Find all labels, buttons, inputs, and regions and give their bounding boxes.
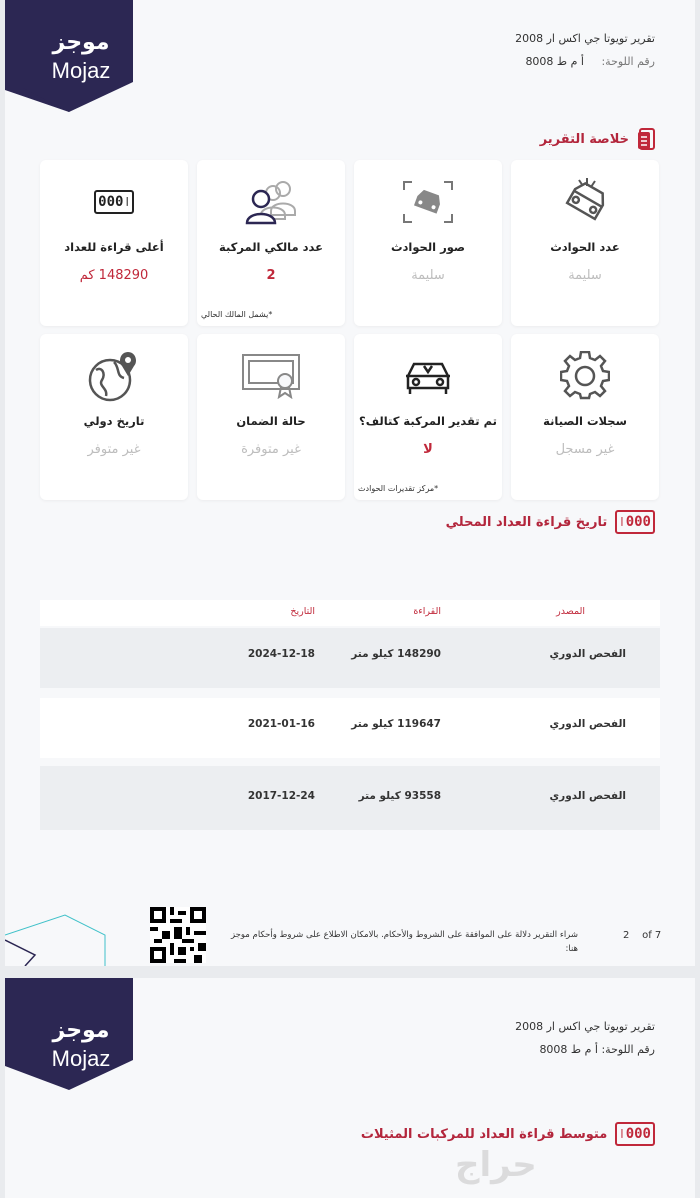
card-title: سجلات الصيانة (543, 414, 627, 428)
damaged-car-icon (400, 356, 456, 396)
card-note: *مركز تقديرات الحوادث (358, 484, 439, 493)
page-current: 2 (623, 930, 630, 941)
similar-vehicles-title-text: متوسط قراءة العداد للمركبات المثيلات (360, 1126, 608, 1142)
similar-vehicles-odometer-title (361, 1122, 655, 1146)
card-international-history (40, 334, 188, 500)
card-warranty-status (197, 334, 345, 500)
plate-label: رقم اللوحة: (601, 55, 655, 68)
cell-date: 2024-12-18 (247, 648, 315, 660)
plate-value: أ م ط 8008 (539, 1043, 598, 1056)
card-value: 148290 كم (79, 268, 149, 283)
logo-english-text: Mojaz (51, 58, 111, 83)
car-photo-frame-icon (400, 178, 456, 226)
column-header-reading: القراءة (413, 606, 441, 617)
logo-english-text: Mojaz (51, 1046, 111, 1071)
card-value: سليمة (411, 268, 445, 283)
odometer-icon: 000 | (615, 1122, 655, 1146)
logo-arabic-text: موجز (52, 1018, 110, 1043)
cell-source: الفحص الدوري (549, 648, 626, 660)
odometer-icon: 000 | (94, 190, 134, 214)
table-row (40, 766, 660, 830)
card-accident-photos (354, 160, 502, 326)
card-value: غير متوفر (87, 442, 141, 457)
card-maintenance-records (511, 334, 659, 500)
odometer-icon: 000 | (615, 510, 655, 534)
table-row (40, 698, 660, 758)
cell-source: الفحص الدوري (549, 718, 626, 730)
mojaz-logo (5, 0, 133, 112)
logo-arabic-text: موجز (52, 30, 110, 55)
card-value: لا (423, 442, 433, 457)
card-highest-odometer (40, 160, 188, 326)
card-title: تم تقدير المركبة كتالف؟ (359, 414, 497, 428)
card-title: حالة الضمان (236, 414, 306, 428)
report-title: تقرير تويوتا جي اكس ار 2008 (515, 32, 655, 45)
summary-title-text: خلاصة التقرير (539, 131, 629, 147)
card-title: تاريخ دولي (83, 414, 145, 428)
card-title: عدد الحوادث (550, 240, 620, 254)
plate-line (539, 1043, 655, 1056)
owners-icon (241, 177, 301, 227)
cell-date: 2017-12-24 (247, 790, 315, 802)
card-accidents-count (511, 160, 659, 326)
report-title: تقرير تويوتا جي اكس ار 2008 (515, 1020, 655, 1033)
odometer-history-title-text: تاريخ قراءة العداد المحلي (445, 514, 608, 530)
report-page-1 (5, 0, 695, 966)
report-page-2 (5, 978, 695, 1198)
warranty-certificate-icon (241, 353, 301, 399)
page-total: of 7 (642, 930, 662, 941)
qr-code[interactable] (150, 907, 206, 963)
page-number (623, 930, 661, 941)
plate-line (525, 55, 655, 68)
crashed-car-icon (557, 176, 613, 228)
card-owners-count (197, 160, 345, 326)
cell-date: 2021-01-16 (247, 718, 315, 730)
haraj-watermark: حراج (455, 1145, 537, 1185)
plate-label: رقم اللوحة: (601, 1043, 655, 1056)
card-value: 2 (266, 268, 276, 283)
card-value: غير مسجل (555, 442, 615, 457)
cell-reading: 93558 كيلو متر (358, 790, 441, 802)
cell-reading: 119647 كيلو متر (351, 718, 441, 730)
plate-value: أ م ط 8008 (525, 55, 584, 68)
card-title: عدد مالكي المركبة (219, 240, 323, 254)
card-value: سليمة (568, 268, 602, 283)
table-row (40, 628, 660, 688)
card-value: غير متوفرة (241, 442, 301, 457)
card-total-loss (354, 334, 502, 500)
cell-reading: 148290 كيلو متر (351, 648, 441, 660)
terms-footer-text: شراء التقرير دلالة على الموافقة على الشروط والأحكام. بالامكان الاطلاع على شروط وأحكام موجز هنا: (230, 930, 578, 954)
mojaz-logo (5, 978, 133, 1090)
cell-source: الفحص الدوري (549, 790, 626, 802)
summary-section-title (540, 128, 655, 150)
card-title: صور الحوادث (390, 240, 466, 254)
column-header-date: التاريخ (290, 606, 315, 617)
globe-pin-icon (86, 348, 142, 404)
gear-icon (560, 351, 610, 401)
card-title: أعلى قراءة للعداد (64, 240, 164, 254)
table-header (40, 600, 660, 626)
odometer-history-title (446, 510, 655, 534)
column-header-source: المصدر (556, 606, 585, 617)
card-note: *يشمل المالك الحالي (201, 310, 273, 319)
decorative-lines (5, 905, 115, 966)
report-icon (637, 128, 655, 150)
